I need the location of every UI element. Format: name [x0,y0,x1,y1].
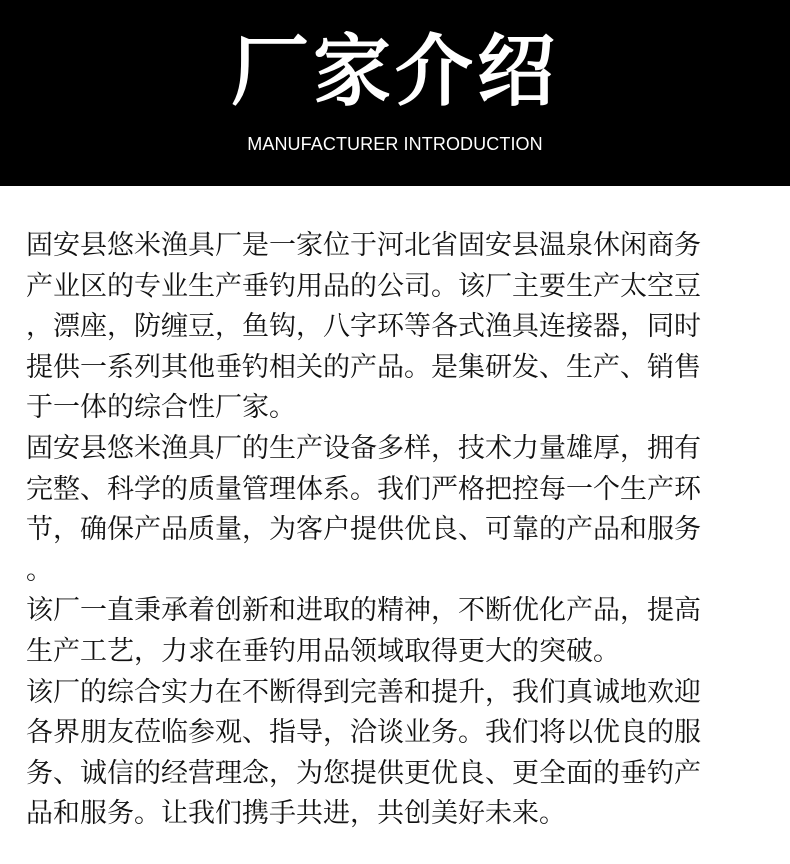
intro-line: ，漂座，防缠豆，鱼钩，八字环等各式渔具连接器，同时 [26,311,701,343]
intro-line: 固安县悠米渔具厂是一家位于河北省固安县温泉休闲商务 [26,230,701,261]
intro-line: 节，确保产品质量，为客户提供优良、可靠的产品和服务 [26,514,701,546]
intro-line: 。 [26,554,53,586]
intro-line: 于一体的综合性厂家。 [26,392,296,424]
intro-line: 完整、科学的质量管理体系。我们严格把控每一个生产环 [26,473,701,505]
intro-line: 品和服务。让我们携手共进，共创美好未来。 [26,798,566,830]
intro-line: 各界朋友莅临参观、指导，洽谈业务。我们将以优良的服 [26,717,701,749]
intro-line: 产业区的专业生产垂钓用品的公司。该厂主要生产太空豆 [26,270,701,302]
intro-line: 生产工艺，力求在垂钓用品领域取得更大的突破。 [26,635,620,667]
intro-line: 提供一系列其他垂钓相关的产品。是集研发、生产、销售 [26,351,701,383]
introduction-text [26,226,766,835]
intro-line: 该厂的综合实力在不断得到完善和提升，我们真诚地欢迎 [26,676,701,708]
intro-line: 务、诚信的经营理念，为您提供更优良、更全面的垂钓产 [26,757,701,789]
page-title: 厂家介绍 [230,27,559,117]
page-subtitle: MANUFACTURER INTRODUCTION [247,134,543,154]
intro-line: 固安县悠米渔具厂的生产设备多样，技术力量雄厚，拥有 [26,432,701,464]
intro-line: 该厂一直秉承着创新和进取的精神，不断优化产品，提高 [26,595,701,627]
header-banner [0,0,790,186]
